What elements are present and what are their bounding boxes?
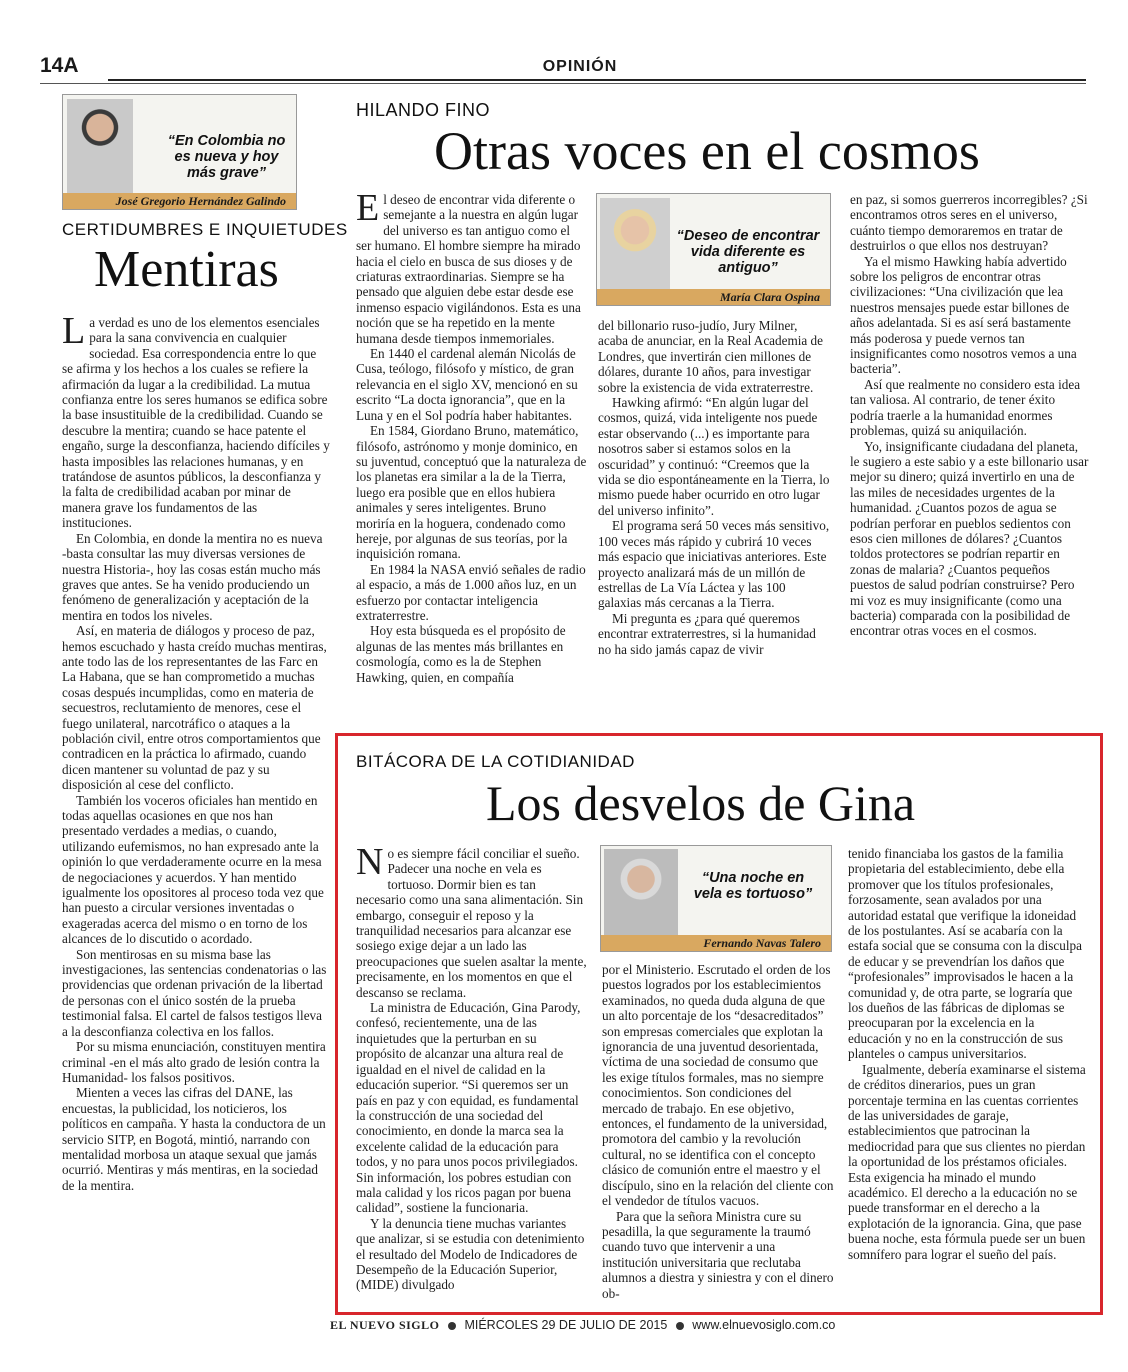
author-photo bbox=[67, 99, 133, 194]
paragraph: Y la denuncia tiene muchas variantes que analizar, si se estudia con detenimiento el resultado del Modelo de Indicadores de Desempeño de la Educación Superior, (MIDE) divulgado bbox=[356, 1215, 585, 1293]
author-quote: “Una noche en vela es tortuoso” bbox=[693, 870, 813, 903]
author-name: Fernando Navas Talero bbox=[601, 935, 831, 951]
paragraph: por el Ministerio. Escrutado el orden de los puestos logrados por los establecimientos examinados, no queda duda alguna de que un alto porcentaje de los “desacreditados” son empresas comerciales que explotan la ignorancia de una juventud desorientada, víctima de una sociedad de consumo que les exige títulos formales, mas no siempre conocimientos. Son condiciones del mercado de trabajo. En ese objetivo, entonces, el fundamento de la universidad, promotora del cambio y la revolución cultural, no se identifica con el concepto clásico de comunión entre el maestro y el discípulo, sino en la relación del cliente con el vendedor de títulos vacuos. bbox=[602, 962, 834, 1209]
author-photo bbox=[600, 198, 670, 290]
paragraph: Igualmente, debería examinarse el sistema de créditos dinerarios, pues un gran porcentaje termina en las cuentas corrientes de las universidades de garaje, establecimientos que patrocinan la mediocridad para que sus clientes no pierdan la oportunidad de los préstamos oficiales. Esta exigencia ha minado el mundo académico. El derecho a la educación no se puede transformar en el derecho a la explotación de la ignorancia. Gina, que pase buena noche, esta fórmula puede ser un buen somnífero para lograr el sueño del país. bbox=[848, 1061, 1086, 1262]
paragraph: También los voceros oficiales han mentido en todas aquellas ocasiones en que nos han presentado verdades a medias, o cuando, utilizando eufemismos, no han expresado ante la opinión lo que verdaderamente ocurre en la mesa de negociaciones y acuerdos. Y han mentido igualmente los opositores al proceso toda vez que han puesto a circular versiones inventadas o exageradas acerca del mismo o en torno de los alcances de lo discutido o acordado. bbox=[62, 792, 324, 947]
author-box-left bbox=[62, 94, 297, 210]
bullet-icon bbox=[448, 1322, 456, 1330]
paragraph: Por su misma enunciación, constituyen mentira criminal -en el más alto grado de lesión contra la Humanidad- los falsos positivos. bbox=[62, 1039, 326, 1085]
article-body-left: La verdad es uno de los elementos esenciales para la sana convivencia en cualquier sociedad. Esa correspondencia entre lo que se afirma y los hechos a los cuales se refiere la afirmación da lugar a la credibilidad. La mutua confianza entre los seres humanos se edifica sobre la base insustituible de la credibilidad. Cuando se descubre la mentira; cuando se hace patente el engaño, surge la desconfianza, haciendo difíciles y hasta imposibles las relaciones humanas, y en tratándose de asuntos públicos, la desconfianza y la falta de credibilidad acaban por minar de manera grave los fundamentos de las instituciones. En Colombia, en donde la mentira no es nueva -basta consultar las muy diversas versiones de nuestra Historia-, hoy las cosas están mucho más graves que antes. Se ha venido produciendo un fenómeno de generalización y aceptación de la mentira en todos los niveles. Así, en materia de diálogos y proceso de paz, hemos escuchado y hasta creído muchas mentiras, ante todo las de los representantes de las Farc en La Habana, que se han comprometido a muchas cosas después incumplidas, como en materia de secuestros, reclutamiento de menores, cese el fuego unilateral, narcotráfico o ataques a la población civil, entre otros comportamientos que contradicen en la práctica lo afirmado, cuando dicen mantener su voluntad de paz y su disposición al cese del conflicto. También los voceros oficiales han mentido en todas aquellas ocasiones en que nos han presentado verdades a medias, o cuando, utilizando eufemismos, no han expresado ante la opinión lo que verdaderamente ocurre en la mesa de negociaciones y acuerdos. Y han mentido igualmente los opositores al proceso toda vez que han puesto a circular versiones inventadas o exageradas acerca del mismo o en torno de los alcances de lo discutido o acordado. Son mentirosas en su misma base las investigaciones, las sentencias condenatorias o las providencias que ordenan privación de la libertad de personas con el único sostén de la prueba testimonial falsa. El cartel de falsos testigos lleva a la desconfianza colectiva en los fallos. Por su misma enunciación, constituyen mentira criminal -en el más alto grado de lesión contra la Humanidad- los falsos positivos. Mienten a veces las cifras del DANE, las encuestas, la publicidad, los noticieros, los políticos en campaña. Y hasta la conductora de un servicio SITP, en Bogotá, mintió, narrando con mentalidad morbosa un ataque sexual que jamás ocurrió. Mentiras y más mentiras, en la sociedad de la mentira. bbox=[62, 315, 330, 1193]
newspaper-logo: EL NUEVO SIGLO bbox=[330, 1318, 440, 1332]
paragraph: tenido financiaba los gastos de la familia propietaria del establecimiento, debe ella promover que los títulos profesionales, forzosamente, sean avalados por una autoridad estatal que verifique la idoneidad de los postulantes. Así se acabaría con la estafa social que se consuma con la disculpa de educar y se prevendrían los daños que “profesionales” improvisados le hacen a la comunidad y, de otra parte, se lograría que los dueños de las fábricas de diplomas se preocuparan por la excelencia en la educación y no en la construcción de sus planteles o campus universitarios. bbox=[848, 846, 1082, 1062]
author-quote: “En Colombia no es nueva y hoy más grave” bbox=[167, 133, 286, 182]
paragraph: Para que la señora Ministra cure su pesadilla, la que seguramente la traumó cuando tuvo que intervenir a una institución universitaria que reclutaba alumnos a diestra y siniestra y con el dinero ob- bbox=[602, 1208, 834, 1301]
paragraph: Mi pregunta es ¿para qué queremos encontrar extraterrestres, si la humanidad no ha sido jamás capaz de vivir bbox=[598, 610, 816, 657]
paragraph: Son mentirosas en su misma base las investigaciones, las sentencias condenatorias o las providencias que ordenan privación de la libertad de personas con el único sostén de la prueba testimonial falsa. El cartel de falsos testigos lleva a la desconfianza colectiva en los fallos. bbox=[62, 946, 327, 1039]
paragraph: Ya el mismo Hawking había advertido sobre los peligros de encontrar otras civilizaciones: “Una civilización que lea nuestros mensajes puede estar billones de años adelantada. Si es así será bastamente más poderosa y puede vernos tan insignificantes como nosotros vemos a una bacteria”. bbox=[850, 253, 1077, 377]
article-body-col3 bbox=[848, 846, 1088, 1308]
paragraph: En 1584, Giordano Bruno, matemático, filósofo, astrónomo y monje dominico, en su juventud, conceptuó que la naturaleza de los planetas era similar a la de la Tierra, luego era posible que en ellos hubiera animales y seres inteligentes. Bruno moriría en la hoguera, condenado como hereje, por algunas de sus teorías, por la inquisición romana. bbox=[356, 423, 587, 562]
paragraph: del billonario ruso-judío, Jury Milner, acaba de anunciar, en la Real Academia de Londres, que invertirán cien millones de dólares, durante 10 años, para investigar sobre la existencia de vida extraterrestre. bbox=[598, 318, 823, 395]
article-title: Mentiras bbox=[94, 241, 279, 298]
paragraph: Hoy esta búsqueda es el propósito de algunas de las mentes más brillantes en cosmología, como es la de Stephen Hawking, quien, en compañía bbox=[356, 623, 566, 685]
paragraph: La ministra de Educación, Gina Parody, confesó, recientemente, una de las inquietudes que la perturban en su propósito de alcanzar una altura real de igualdad en el nivel de calidad en la educación superior. “Si queremos ser un país en paz y con equidad, es fundamental la construcción de una sociedad del conocimiento, en donde la marca sea la excelente calidad de la educación para todos, y no para unos pocos privilegiados. Sin información, los pobres estudian con mala calidad y los ricos pagan por buena calidad”, sostiene la funcionaria. bbox=[356, 1000, 581, 1216]
paragraph: En 1984 la NASA envió señales de radio al espacio, a más de 1.000 años luz, en un esfuerzo por contactar inteligencia extraterrestre. bbox=[356, 561, 586, 623]
author-quote: “Deseo de encontrar vida diferente es antiguo” bbox=[676, 228, 820, 277]
section-name: OPINIÓN bbox=[542, 58, 618, 75]
paragraph: En 1440 el cardenal alemán Nicolás de Cusa, teólogo, filósofo y místico, de gran relevancia en el siglo XV, mencionó en su escrito “La docta ignorancia”, que en la Luna y en el Sol podría haber habitantes. bbox=[356, 346, 578, 423]
dropcap: L bbox=[62, 315, 86, 352]
article-body-col2 bbox=[598, 318, 830, 718]
article-body-col1: El deseo de encontrar vida diferente o semejante a la nuestra en algún lugar del universo es tan antiguo como el ser humano. El hombre siempre ha mirado hacia el cielo en busca de sus dioses y de criaturas extraordinarias. Siempre se ha pensado que alguien debe estar desde ese inmenso espacio vigilándonos. Esta es una noción que se ha repetido en la mente humana desde tiempos inmemoriales. En 1440 el cardenal alemán Nicolás de Cusa, teólogo, filósofo y místico, de gran relevancia en el siglo XV, mencionó en su escrito “La docta ignorancia”, que en la Luna y en el Sol podría haber habitantes. En 1584, Giordano Bruno, matemático, filósofo, astrónomo y monje dominico, en su juventud, conceptuó que la naturaleza de los planetas era similar a la de la Tierra, luego era posible que en ellos hubiera animales y seres inteligentes. Bruno moriría en la hoguera, condenado como hereje, por algunas de sus teorías, por la inquisición romana. En 1984 la NASA envió señales de radio al espacio, a más de 1.000 años luz, en un esfuerzo por contactar inteligencia extraterrestre. Hoy esta búsqueda es el propósito de algunas de las mentes más brillantes en cosmología, como es la de Stephen Hawking, quien, en compañía bbox=[356, 192, 587, 685]
article-body-col1: No es siempre fácil conciliar el sueño. Padecer una noche en vela es tortuoso. Dormir bien es tan necesario como una sana alimentación. Sin embargo, conseguir el reposo y la tranquilidad necesarios para alcanzar ese sosiego exige dejar a un lado las preocupaciones que suelen asaltar la mente, precisamente, en los momentos en que el descanso se reclama. La ministra de Educación, Gina Parody, confesó, recientemente, una de las inquietudes que la perturban en su propósito de alcanzar una altura real de igualdad en el nivel de calidad en la educación superior. “Si queremos ser un país en paz y con equidad, es fundamental la construcción de una sociedad del conocimiento, en donde la marca sea la excelente calidad de la educación para todos, y no para unos pocos privilegiados. Sin información, los pobres estudian con mala calidad y los ricos pagan por buena calidad”, sostiene la funcionaria. Y la denuncia tiene muchas variantes que analizar, si se estudia con detenimiento el resultado del Modelo de Indicadores de Desempeño de la Educación Superior, (MIDE) divulgado bbox=[356, 846, 587, 1293]
paragraph: En Colombia, en donde la mentira no es nueva -basta consultar las muy diversas versiones de nuestra Historia-, hoy las cosas están mucho más graves que antes. Se ha venido produciendo un fenómeno de generalización y aceptación de la mentira en todos los niveles. bbox=[62, 530, 323, 623]
article-title: Los desvelos de Gina bbox=[486, 775, 916, 831]
paragraph: Yo, insignificante ciudadana del planeta, le sugiero a este sabio y a este billonario usar mejor su dinero; quizá invertirlo en una de las miles de necesidades urgentes de la humanidad. ¿Cuantos pozos de agua se podrían perforar en pueblos sedientos con esos cien millones de dólares? ¿Cuantos toldos protectores se podrían repartir en zonas de malaria? ¿Cuantos pequeños puestos de salud podrían construirse? Pero mi voz es muy insignificante (como una bacteria) comparada con la posibilidad de encontrar otras voces en el cosmos. bbox=[850, 438, 1089, 639]
paragraph: en paz, si somos guerreros incorregibles? ¿Si encontramos otros seres en el universo, cuánto tiempo demoraremos en tratar de destruirlos o que ellos nos destruyan? bbox=[850, 192, 1088, 254]
header-rule bbox=[108, 79, 1086, 81]
author-name: José Gregorio Hernández Galindo bbox=[63, 193, 296, 209]
author-photo bbox=[604, 849, 678, 935]
paragraph: Mienten a veces las cifras del DANE, las encuestas, la publicidad, los noticieros, los políticos en campaña. Y hasta la conductora de un servicio SITP, en Bogotá, mintió, narrando con mentalidad morbosa un ataque sexual que jamás ocurrió. Mentiras y más mentiras, en la sociedad de la mentira. bbox=[62, 1085, 326, 1193]
article-title: Otras voces en el cosmos bbox=[434, 121, 980, 181]
footer-website[interactable]: www.elnuevosiglo.com.co bbox=[692, 1318, 836, 1332]
dropcap: N bbox=[356, 846, 384, 883]
author-box-bottom bbox=[600, 845, 832, 952]
article-kicker: BITÁCORA DE LA COTIDIANIDAD bbox=[356, 752, 635, 771]
paragraph: Así que realmente no considero esta idea tan valiosa. Al contrario, de tener éxito podría traerle a la humanidad enormes problemas, quizá su aniquilación. bbox=[850, 376, 1081, 439]
page-number: 14A bbox=[40, 54, 79, 77]
article-kicker: CERTIDUMBRES E INQUIETUDES bbox=[62, 220, 348, 239]
author-name: María Clara Ospina bbox=[597, 289, 830, 305]
paragraph: Hawking afirmó: “En algún lugar del cosmos, quizá, vida inteligente nos puede estar observando (...) es importante para nosotros saber si estamos solos en la oscuridad” y continuó: “Creemos que la vida se dio espontáneamente en la Tierra, lo mismo puede haber ocurrido en otro lugar del universo infinito”. bbox=[598, 395, 830, 518]
article-kicker: HILANDO FINO bbox=[356, 100, 491, 120]
paragraph: Así, en materia de diálogos y proceso de paz, hemos escuchado y hasta creído muchas mentiras, ante todo las de los representantes de las Farc en La Habana, que se han comprometido a muchas cosas después incumplidas, como en materia de secuestros, reclutamiento de menores, cese el fuego unilateral, narcotráfico o ataques a la población civil, entre otros comportamientos que contradicen en la práctica lo afirmado, cuando dicen mantener su voluntad de paz y su disposición al cese del conflicto. bbox=[62, 623, 327, 793]
paragraph: El programa será 50 veces más sensitivo, 100 veces más rápido y cubrirá 10 veces más espacio que iniciativas anteriores. Este proyecto analizará más de un millón de estrellas de La Vía Láctea y las 100 galaxias más cercanas a la Tierra. bbox=[598, 518, 830, 611]
article-body-col2 bbox=[602, 962, 834, 1308]
bullet-icon bbox=[676, 1322, 684, 1330]
page-footer bbox=[330, 1318, 950, 1333]
dropcap: E bbox=[356, 192, 380, 229]
header-rule-thin bbox=[40, 83, 1086, 84]
article-body-col3 bbox=[850, 192, 1090, 717]
footer-date: MIÉRCOLES 29 DE JULIO DE 2015 bbox=[464, 1318, 668, 1332]
author-box-top bbox=[596, 193, 831, 306]
